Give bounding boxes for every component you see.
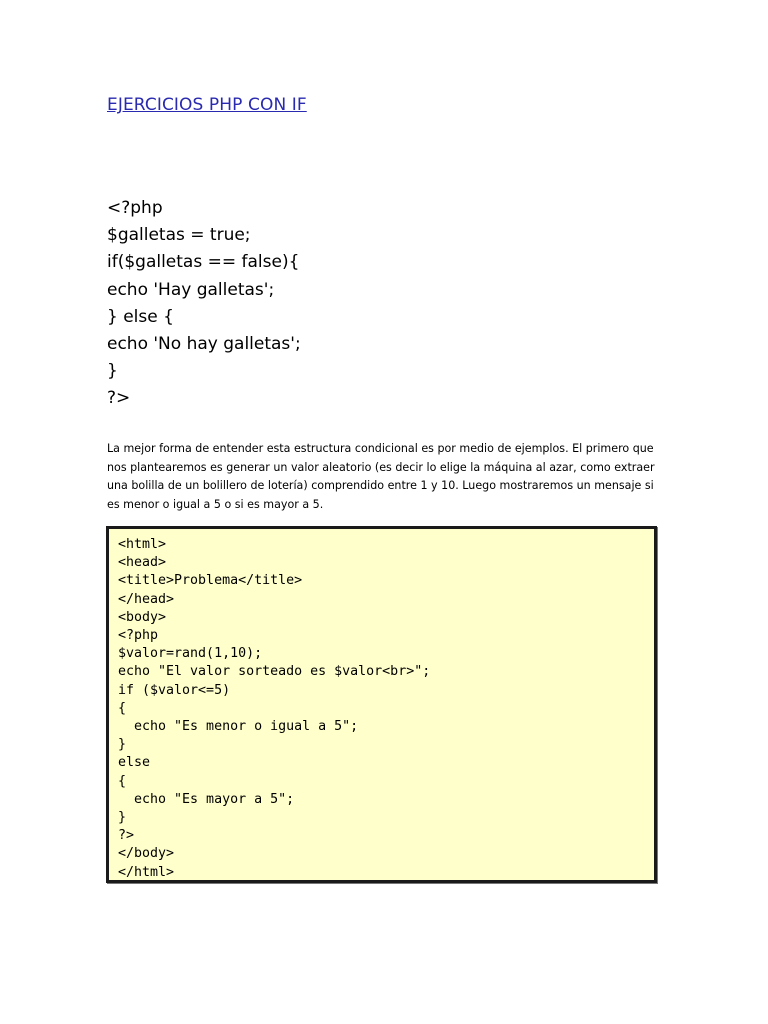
code-line: <title>Problema</title> xyxy=(118,573,303,589)
code-line: { xyxy=(118,700,127,716)
code-line: } xyxy=(118,737,127,753)
code-line: <body> xyxy=(118,609,167,625)
page-title: EJERCICIOS PHP CON IF xyxy=(107,95,307,115)
paragraph-line: es menor o igual a 5 o si es mayor a 5. xyxy=(107,498,324,512)
code-line: echo "Es mayor a 5"; xyxy=(118,791,295,807)
snippet-line: } xyxy=(107,361,118,382)
paragraph-line: nos plantearemos es generar un valor aleatorio (es decir lo elige la máquina al azar, como extraer xyxy=(107,460,655,474)
code-line: </html> xyxy=(118,864,175,880)
code-line: </head> xyxy=(118,591,175,607)
code-line: <html> xyxy=(118,537,167,552)
snippet-line: echo 'No hay galletas'; xyxy=(107,334,301,355)
snippet-line: if($galletas == false){ xyxy=(107,252,300,273)
code-line: </body> xyxy=(118,846,175,862)
paragraph-line: una bolilla de un bolillero de lotería) comprendido entre 1 y 10. Luego mostraremos un mensaje si xyxy=(107,479,654,493)
code-line: { xyxy=(118,773,127,789)
code-example-box xyxy=(106,526,657,883)
code-line: <?php xyxy=(118,628,159,644)
snippet-line: echo 'Hay galletas'; xyxy=(107,279,275,300)
code-line: echo "El valor sorteado es $valor<br>"; xyxy=(118,664,431,680)
snippet-line: ?> xyxy=(107,388,131,409)
code-line: if ($valor<=5) xyxy=(118,682,231,698)
code-example xyxy=(118,536,430,882)
code-line: <head> xyxy=(118,555,167,571)
code-line: else xyxy=(118,755,151,771)
paragraph-line: La mejor forma de entender esta estructura condicional es por medio de ejemplos. El primero que xyxy=(107,442,654,455)
snippet-line: $galletas = true; xyxy=(107,225,251,246)
snippet-line: } else { xyxy=(107,306,174,327)
php-snippet xyxy=(107,195,301,413)
code-line: echo "Es menor o igual a 5"; xyxy=(118,719,359,735)
snippet-line: <?php xyxy=(107,198,163,218)
code-line: ?> xyxy=(118,828,135,844)
explanation-paragraph xyxy=(107,440,667,515)
code-line: } xyxy=(118,810,127,826)
code-line: $valor=rand(1,10); xyxy=(118,646,263,662)
